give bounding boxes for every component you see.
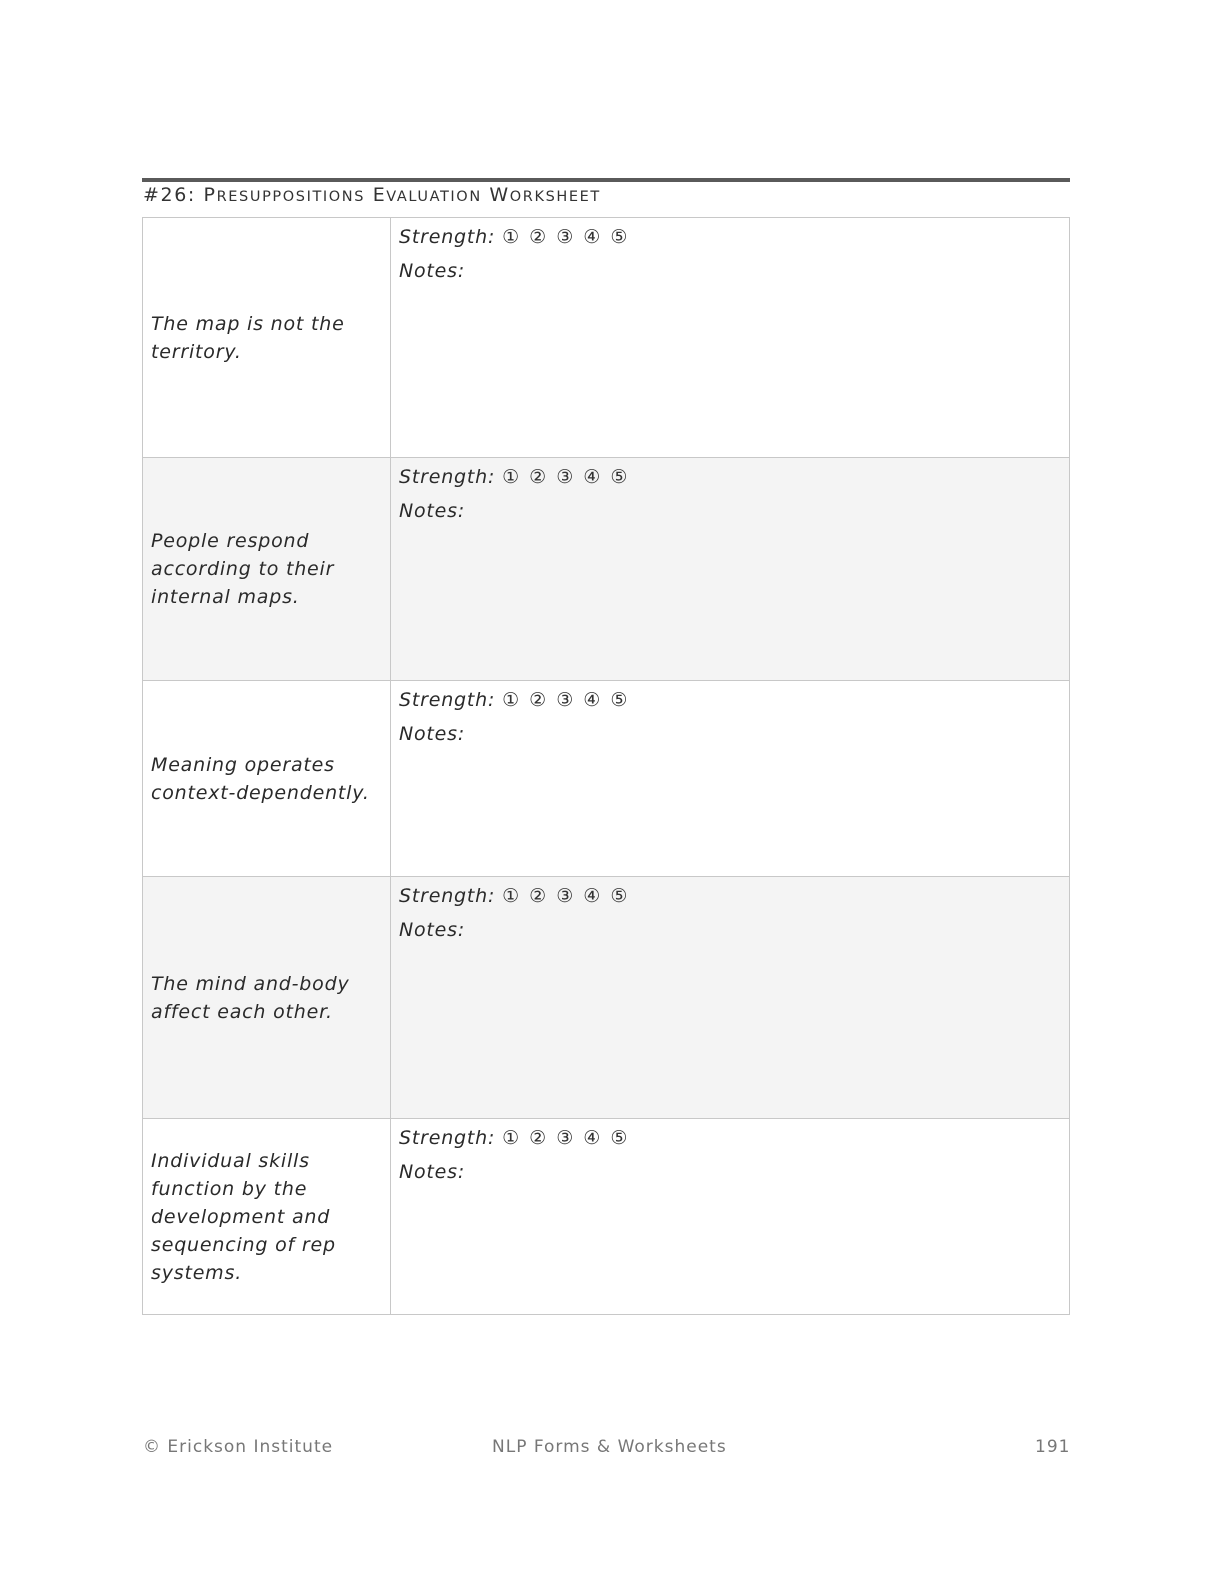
strength-options[interactable]: ① ② ③ ④ ⑤ bbox=[502, 885, 630, 907]
title-word-2: EVALUATION bbox=[372, 184, 482, 206]
strength-options[interactable]: ① ② ③ ④ ⑤ bbox=[502, 226, 630, 248]
strength-label: Strength: bbox=[399, 466, 496, 488]
statement-cell bbox=[143, 877, 391, 1119]
evaluation-cell[interactable] bbox=[391, 218, 1070, 458]
statement-cell bbox=[143, 458, 391, 681]
notes-label: Notes: bbox=[399, 1161, 466, 1183]
strength-options[interactable]: ① ② ③ ④ ⑤ bbox=[502, 689, 630, 711]
footer-copyright: © Erickson Institute bbox=[143, 1437, 334, 1457]
strength-label: Strength: bbox=[399, 885, 496, 907]
evaluation-cell[interactable] bbox=[391, 877, 1070, 1119]
footer-page-number: 191 bbox=[1035, 1437, 1071, 1457]
worksheet-row bbox=[143, 681, 1070, 877]
evaluation-cell[interactable] bbox=[391, 1119, 1070, 1315]
presupposition-statement: People respond according to their internal maps. bbox=[151, 530, 335, 608]
notes-label: Notes: bbox=[399, 500, 466, 522]
notes-label: Notes: bbox=[399, 919, 466, 941]
worksheet-row bbox=[143, 458, 1070, 681]
strength-options[interactable]: ① ② ③ ④ ⑤ bbox=[502, 466, 630, 488]
strength-options[interactable]: ① ② ③ ④ ⑤ bbox=[502, 1127, 630, 1149]
strength-label: Strength: bbox=[399, 1127, 496, 1149]
notes-label: Notes: bbox=[399, 723, 466, 745]
title-number: #26: bbox=[143, 184, 196, 206]
notes-label: Notes: bbox=[399, 260, 466, 282]
worksheet-row bbox=[143, 218, 1070, 458]
statement-cell bbox=[143, 681, 391, 877]
strength-rating bbox=[399, 689, 1069, 711]
strength-rating bbox=[399, 466, 1069, 488]
title-word-3: WORKSHEET bbox=[489, 184, 601, 206]
evaluation-cell[interactable] bbox=[391, 458, 1070, 681]
title-rule bbox=[142, 178, 1070, 182]
strength-rating bbox=[399, 1127, 1069, 1149]
footer-book-title: NLP Forms & Worksheets bbox=[492, 1437, 727, 1457]
presupposition-statement: The map is not the territory. bbox=[151, 312, 345, 363]
worksheet-row bbox=[143, 877, 1070, 1119]
strength-rating bbox=[399, 226, 1069, 248]
statement-cell bbox=[143, 218, 391, 458]
worksheet-row bbox=[143, 1119, 1070, 1315]
title-word-1: PRESUPPOSITIONS bbox=[203, 184, 366, 206]
evaluation-cell[interactable] bbox=[391, 681, 1070, 877]
strength-label: Strength: bbox=[399, 226, 496, 248]
worksheet-table bbox=[142, 217, 1070, 1315]
strength-rating bbox=[399, 885, 1069, 907]
presupposition-statement: Individual skills function by the development and sequencing of rep systems. bbox=[151, 1149, 336, 1284]
statement-cell bbox=[143, 1119, 391, 1315]
presupposition-statement: The mind and-body affect each other. bbox=[151, 972, 350, 1023]
strength-label: Strength: bbox=[399, 689, 496, 711]
presupposition-statement: Meaning operates context-dependently. bbox=[151, 753, 370, 804]
worksheet-title bbox=[143, 184, 601, 206]
